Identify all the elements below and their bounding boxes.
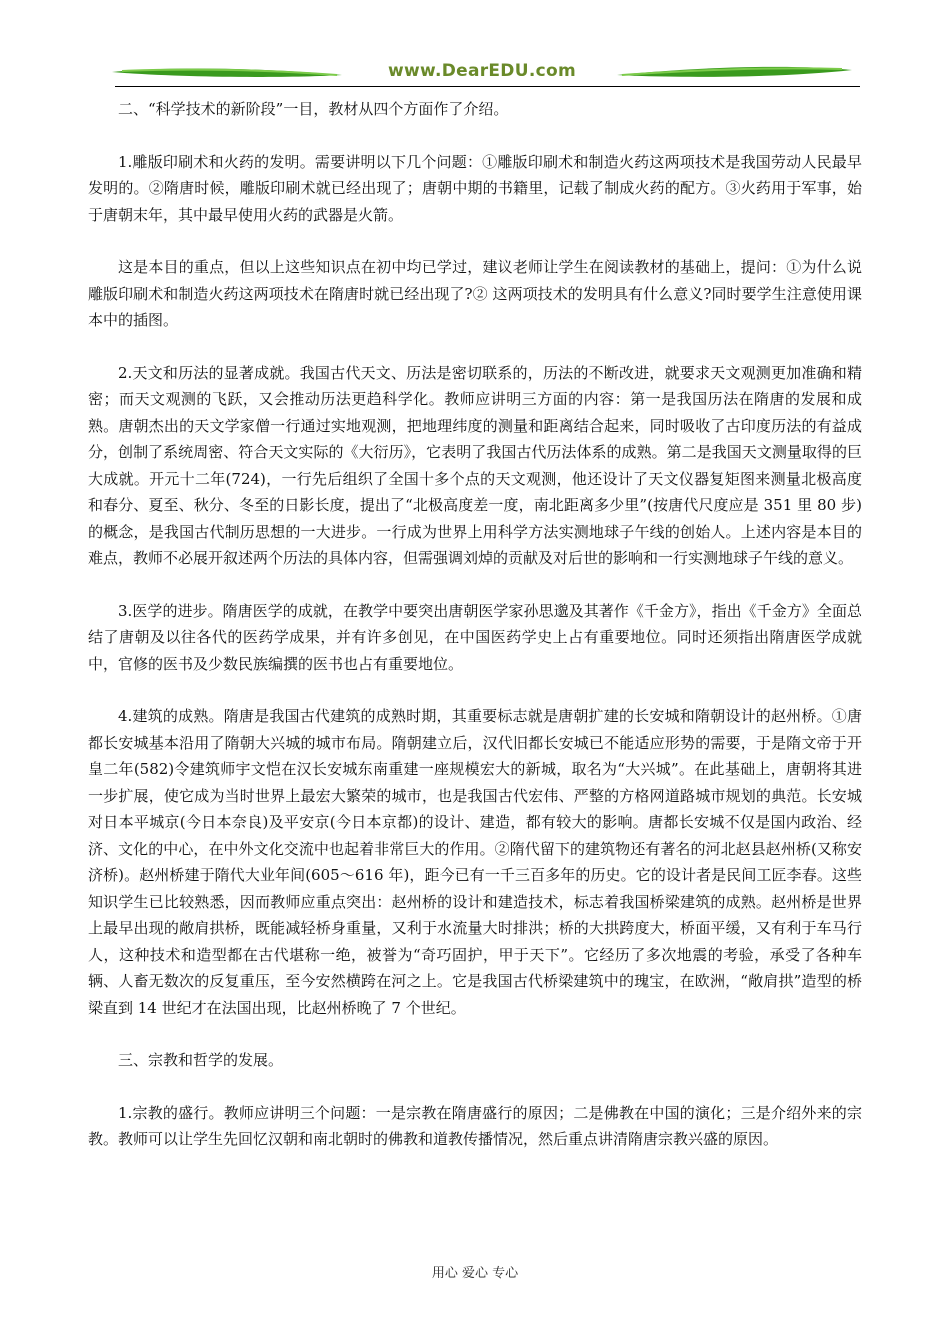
paragraph-key-point: 这是本目的重点，但以上这些知识点在初中均已学过，建议老师让学生在阅读教材的基础上，提问：①为什么说雕版印刷术和制造火药这两项技术在隋唐时就已经出现了?② 这两项技术的发明具有什么意义?同时要学生注意使用课本中的插图。	[88, 258, 862, 329]
paragraph-architecture: 4.建筑的成熟。隋唐是我国古代建筑的成熟时期，其重要标志就是唐朝扩建的长安城和隋朝设计的赵州桥。①唐都长安城基本沿用了隋朝大兴城的城市布局。隋朝建立后，汉代旧都长安城已不能适应形势的需要，于是隋文帝于开皇二年(582)令建筑师宇文恺在汉长安城东南重建一座规模宏大的新城，取名为“大兴城”。在此基础上，唐朝将其进一步扩展，使它成为当时世界上最宏大繁荣的城市，也是我国古代宏伟、严整的方格网道路城市规划的典范。长安城对日本平城京(今日本奈良)及平安京(今日本京都)的设计、建造，都有较大的影响。唐都长安城不仅是国内政治、经济、文化的中心，在中外文化交流中也起着非常巨大的作用。②隋代留下的建筑物还有著名的河北赵县赵州桥(又称安济桥)。赵州桥建于隋代大业年间(605～616 年)，距今已有一千三百多年的历史。它的设计者是民间工匠李春。这些知识学生已比较熟悉，因而教师应重点突出：赵州桥的设计和建造技术，标志着我国桥梁建筑的成熟。赵州桥是世界上最早出现的敞肩拱桥，既能减轻桥身重量，又利于水流量大时排洪；桥的大拱跨度大，桥面平缓，又有利于车马行人，这种技术和造型都在古代堪称一绝，被誉为“奇巧固护，甲于天下”。它经历了多次地震的考验，承受了各种车辆、人畜无数次的反复重压，至今安然横跨在河之上。它是我国古代桥梁建筑中的瑰宝，在欧洲，“敞肩拱”造型的桥梁直到 14 世纪才在法国出现，比赵州桥晚了 7 个世纪。	[88, 707, 862, 1017]
paragraph-medicine: 3.医学的进步。隋唐医学的成就，在教学中要突出唐朝医学家孙思邈及其著作《千金方》，指出《千金方》全面总结了唐朝及以往各代的医药学成果，并有许多创见，在中国医药学史上占有重要地位。同时还须指出隋唐医学成就中，官修的医书及少数民族编撰的医书也占有重要地位。	[88, 601, 862, 673]
section-heading-2: 二、“科学技术的新阶段”一目，教材从四个方面作了介绍。	[118, 100, 509, 118]
paragraph-printing-gunpowder: 1.雕版印刷术和火药的发明。需要讲明以下几个问题：①雕版印刷术和制造火药这两项技术是我国劳动人民最早发明的。②隋唐时候，雕版印刷术就已经出现了；唐朝中期的书籍里，记载了制成火药的配方。③火药用于军事，始于唐朝末年，其中最早使用火药的武器是火箭。	[88, 152, 862, 224]
section-heading-3: 三、宗教和哲学的发展。	[118, 1051, 284, 1069]
document-body	[88, 96, 862, 1179]
paragraph-religion: 1.宗教的盛行。教师应讲明三个问题：一是宗教在隋唐盛行的原因；二是佛教在中国的演化；三是介绍外来的宗教。教师可以让学生先回忆汉朝和南北朝时的佛教和道教传播情况，然后重点讲清隋唐宗教兴盛的原因。	[88, 1103, 862, 1148]
page-footer: 用心 爱心 专心	[431, 1266, 519, 1281]
header-divider	[115, 86, 860, 87]
paragraph-astronomy-calendar: 2.天文和历法的显著成就。我国古代天文、历法是密切联系的，历法的不断改进，就要求天文观测更加准确和精密；而天文观测的飞跃，又会推动历法更趋科学化。教师应讲明三方面的内容：第一是我国历法在隋唐的发展和成熟。唐朝杰出的天文学家僧一行通过实地观测，把地理纬度的测量和距离结合起来，同时吸收了古印度历法的有益成分，创制了系统周密、符合天文实际的《大衍历》，它表明了我国古代历法体系的成熟。第二是我国天文测量取得的巨大成就。开元十二年(724)，一行先后组织了全国十多个点的天文观测，他还设计了天文仪器复矩图来测量北极高度和春分、夏至、秋分、冬至的日影长度，提出了“北极高度差一度，南北距离多少里”(按唐代尺度应是 351 里 80 步)的概念，是我国古代制历思想的一大进步。一行成为世界上用科学方法实测地球子午线的创始人。上述内容是本目的难点，教师不必展开叙述两个历法的具体内容，但需强调刘焯的贡献及对后世的影响和一行实测地球子午线的意义。	[88, 363, 862, 567]
site-url: www.DearEDU.com	[388, 61, 576, 81]
